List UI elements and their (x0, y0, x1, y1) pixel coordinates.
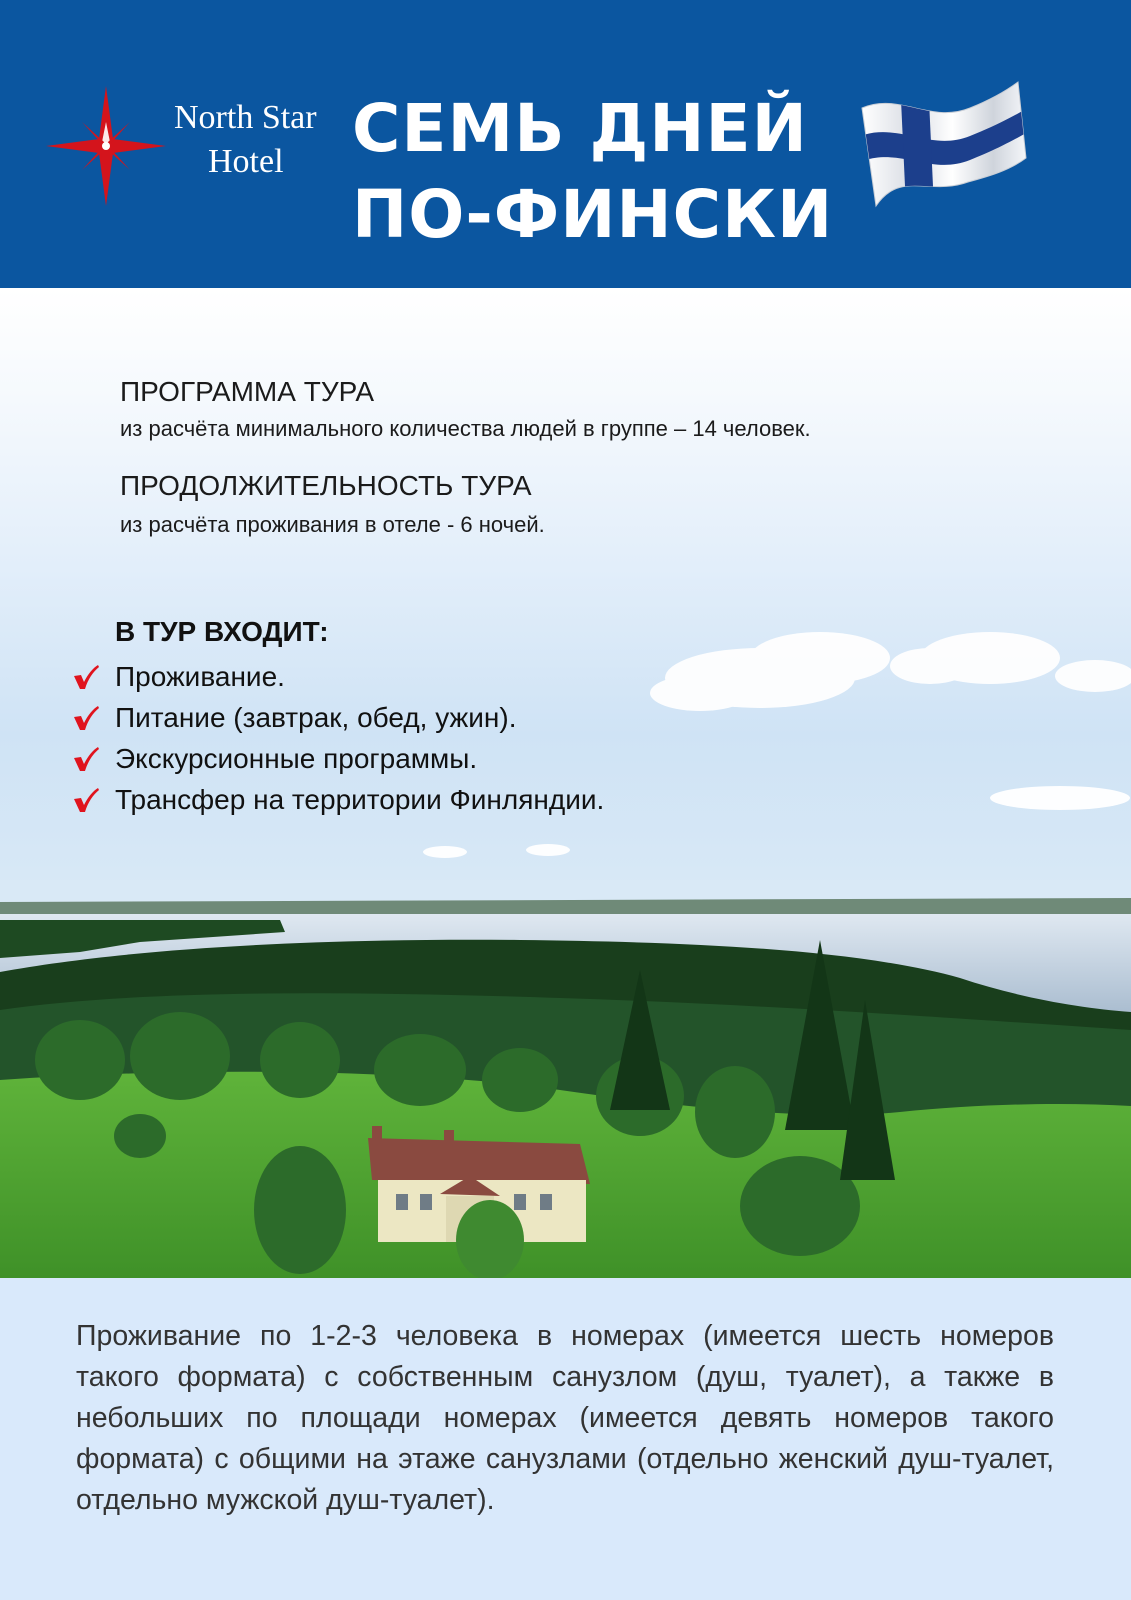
checkmark-icon (73, 705, 99, 731)
logo-name-line1: North Star (174, 99, 317, 136)
program-heading: ПРОГРАММА ТУРА (120, 376, 375, 407)
list-item (70, 779, 604, 820)
list-item (70, 656, 604, 697)
includes-list (70, 656, 604, 820)
checkmark-icon (73, 664, 99, 690)
includes-heading: В ТУР ВХОДИТ: (115, 616, 329, 647)
include-item-text: Питание (завтрак, обед, ужин). (115, 702, 517, 733)
accommodation-panel (0, 1278, 1131, 1600)
finland-flag-icon (860, 78, 1028, 208)
program-detail: из расчёта минимального количества людей в группе – 14 человек. (120, 416, 811, 441)
duration-detail: из расчёта проживания в отеле - 6 ночей. (120, 512, 545, 537)
checkmark-icon (73, 787, 99, 813)
include-item-text: Проживание. (115, 661, 285, 692)
lake-landscape-image (0, 880, 1131, 1278)
logo-name-line2: Hotel (208, 143, 284, 180)
include-item-text: Трансфер на территории Финляндии. (115, 784, 605, 815)
list-item (70, 697, 604, 738)
header-banner (0, 0, 1131, 288)
include-item-text: Экскурсионные программы. (115, 743, 478, 774)
page-title (352, 86, 832, 258)
list-item (70, 738, 604, 779)
compass-star-icon (44, 84, 174, 214)
accommodation-text: Проживание по 1-2-3 человека в номерах (имеется шесть номеров такого формата) с собственным санузлом (душ, туалет), а также в небольших по площади номерах (имеется девять номеров такого формата) с общими на этаже санузлами (отдельно женский душ-туалет, отдельно мужской душ-туалет). (76, 1320, 1054, 1516)
title-line1: СЕМЬ ДНЕЙ (352, 90, 808, 167)
title-line2: ПО-ФИНСКИ (352, 176, 834, 253)
checkmark-icon (73, 746, 99, 772)
duration-heading: ПРОДОЛЖИТЕЛЬНОСТЬ ТУРА (120, 470, 532, 501)
hotel-logo (44, 84, 317, 214)
